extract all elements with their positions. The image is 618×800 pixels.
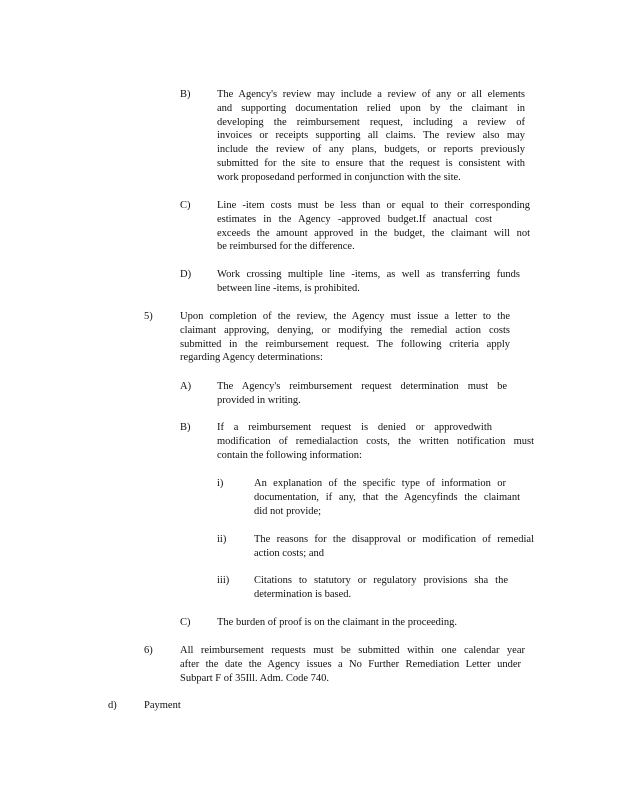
text-line: work proposedand performed in conjunction with the site. (217, 171, 461, 183)
item-text-b-agency-review (217, 88, 525, 185)
item-label-d: D) (180, 269, 192, 280)
item-label-d-lower: d) (108, 700, 117, 711)
text-line: regarding Agency determinations: (180, 352, 323, 364)
item-text-d-work-crossing (217, 268, 520, 296)
text-line: Work crossing multiple line -items, as well as transferring funds (217, 269, 520, 280)
text-line: developing the reimbursement request, including a review of (217, 116, 525, 128)
text-line: Subpart F of 35Ill. Adm. Code 740. (180, 672, 330, 684)
item-label-c: C) (180, 200, 191, 211)
item-text-iii-citations (254, 574, 508, 602)
text-line: after the date the Agency issues a No Further Remediation Letter under (180, 658, 521, 670)
item-label-5: 5) (144, 311, 153, 322)
text-line: estimates in the Agency -approved budget.If anactual cost (217, 213, 492, 225)
text-line: determination is based. (254, 588, 352, 600)
text-line: invoices or receipts supporting all claims. The review also may (217, 130, 525, 142)
item-text-ii-reasons (254, 533, 534, 561)
text-line: The Agency's reimbursement request determination must be (217, 381, 507, 392)
item-label-b: B) (180, 89, 191, 100)
text-line: Upon completion of the review, the Agency must issue a letter to the (180, 311, 510, 322)
text-line: exceeds the amount approved in the budget, the claimant will not (217, 227, 530, 239)
item-text-payment (144, 699, 264, 713)
text-line: contain the following information: (217, 449, 362, 461)
text-line: submitted for the site to ensure that the request is consistent with (217, 157, 525, 169)
item-label-iii: iii) (217, 575, 230, 586)
text-line: If a reimbursement request is denied or approvedwith (217, 422, 492, 433)
item-text-5-upon-completion (180, 310, 510, 365)
item-label-6: 6) (144, 645, 153, 656)
text-line: provided in writing. (217, 394, 301, 406)
text-line: documentation, if any, that the Agencyfinds the claimant (254, 491, 520, 503)
text-line: did not provide; (254, 505, 322, 517)
item-text-6-submission-deadline (180, 644, 525, 685)
text-line: include the review of any plans, budgets, or reports previously (217, 144, 525, 156)
item-text-a-determination (217, 380, 507, 408)
text-line: An explanation of the specific type of information or (254, 478, 506, 489)
item-label-ii: ii) (217, 534, 227, 545)
item-label-i: i) (217, 478, 224, 489)
text-line: action costs; and (254, 547, 324, 559)
item-text-i-explanation (254, 477, 520, 518)
text-line: modification of remedialaction costs, the written notification must (217, 435, 534, 447)
text-line: between line -items, is prohibited. (217, 282, 360, 294)
text-line: claimant approving, denying, or modifying the remedial action costs (180, 324, 510, 336)
text-line: The burden of proof is on the claimant in the proceeding. (217, 617, 457, 628)
text-line: The Agency's review may include a review of any or all elements (217, 89, 525, 100)
text-line: be reimbursed for the difference. (217, 241, 355, 253)
text-line: Payment (144, 700, 181, 711)
item-text-c-burden-of-proof (217, 616, 517, 630)
text-line: submitted in the reimbursement request. The following criteria apply (180, 338, 510, 350)
item-label-b: B) (180, 422, 191, 433)
text-line: The reasons for the disapproval or modification of remedial (254, 534, 534, 545)
item-text-c-line-item-costs (217, 199, 530, 254)
text-line: and supporting documentation relied upon by the claimant in (217, 102, 525, 114)
item-text-b-denied-request (217, 421, 534, 462)
text-line: Line -item costs must be less than or equal to their corresponding (217, 200, 530, 211)
item-label-a: A) (180, 381, 192, 392)
item-label-c: C) (180, 617, 191, 628)
text-line: Citations to statutory or regulatory provisions sha the (254, 575, 508, 586)
text-line: All reimbursement requests must be submitted within one calendar year (180, 645, 525, 656)
